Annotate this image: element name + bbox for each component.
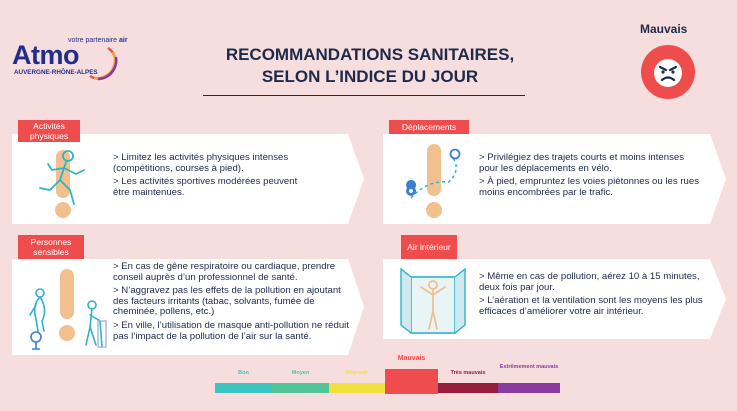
title-line-2: SELON L’INDICE DU JOUR: [261, 67, 479, 86]
scale-segment-bon: [215, 383, 272, 393]
activites-item-1: > Limitez les activités physiques intenses (compétitions, courses à pied).: [113, 152, 289, 174]
scale-label-bon: Bon: [238, 370, 249, 376]
personnes-item-3: > En ville, l’utilisation de masque anti-pollution ne réduit pas l’impact de la pollution de l’air sur la santé.: [113, 319, 349, 342]
card-activites-physiques: [12, 120, 364, 224]
card-activites-text: [113, 153, 313, 201]
title-line-1: RECOMMANDATIONS SANITAIRES,: [225, 45, 515, 64]
open-window-icon: [397, 265, 469, 337]
deplacements-item-2: > À pied, empruntez les voies piétonnes ou les rues moins encombrées par le trafic.: [479, 176, 699, 198]
card-personnes-text: [113, 262, 357, 345]
logo-brand: Atmo: [12, 40, 79, 70]
scale-segment-mauvais: [385, 369, 438, 394]
card-deplacements-text: [479, 153, 705, 201]
tag-personnes: Personnes sensibles: [18, 235, 84, 259]
air-item-2: > L’aération et la ventilation sont les moyens les plus efficaces d’améliorer votre air intérieur.: [479, 295, 703, 317]
sensitive-people-exclamation-icon: [26, 265, 110, 351]
personnes-item-1: > En cas de gêne respiratoire ou cardiaque, prendre conseil auprès d’un professionnel de santé.: [113, 261, 336, 283]
angry-face-icon: [641, 45, 695, 99]
logo-region: AUVERGNE-RHÔNE-ALPES: [14, 69, 98, 76]
logo-arcs-icon: [88, 42, 118, 82]
scale-segment-degrade: [329, 383, 385, 393]
logo-tagline-pre: votre partenaire: [68, 37, 118, 44]
title-divider: [203, 95, 525, 96]
route-exclamation-icon: [397, 140, 467, 224]
tag-activites: Activités physiques: [18, 120, 80, 142]
logo-tagline-bold: air: [118, 37, 128, 44]
scale-label-moyen: Moyen: [291, 370, 310, 376]
tag-deplacements: Déplacements: [389, 120, 469, 134]
atmo-logo: [10, 34, 128, 84]
card-air-text: [479, 272, 705, 320]
scale-label-degrade: Dégradé: [345, 370, 368, 376]
activites-item-2: > Les activités sportives modérées peuvent être maintenues.: [113, 176, 298, 198]
scale-segment-extremement-mauvais: [498, 383, 560, 393]
air-quality-scale: [215, 355, 560, 395]
air-item-1: > Même en cas de pollution, aérez 10 à 15 minutes, deux fois par jour.: [479, 271, 700, 293]
scale-segment-tres-mauvais: [438, 383, 498, 393]
card-personnes-sensibles: [12, 235, 364, 355]
scale-segment-moyen: [272, 383, 329, 393]
personnes-item-2: > N’aggravez pas les effets de la pollution en ajoutant des facteurs irritants (tabac, solvants, fumée de cheminée, pollens, etc.): [113, 285, 341, 318]
card-deplacements: [383, 120, 726, 224]
index-label: Mauvais: [640, 22, 688, 36]
deplacements-item-1: > Privilégiez des trajets courts et moins intenses pour les déplacements en vélo.: [479, 152, 685, 174]
card-air-interieur: [383, 235, 726, 339]
runner-exclamation-icon: [30, 146, 100, 222]
scale-label-extremement-mauvais: Extrêmement mauvais: [499, 364, 559, 370]
scale-label-tres-mauvais: Très mauvais: [450, 370, 486, 376]
tag-air: Air intérieur: [401, 235, 457, 259]
scale-label-mauvais: Mauvais: [397, 355, 426, 362]
page-title: [185, 44, 555, 88]
